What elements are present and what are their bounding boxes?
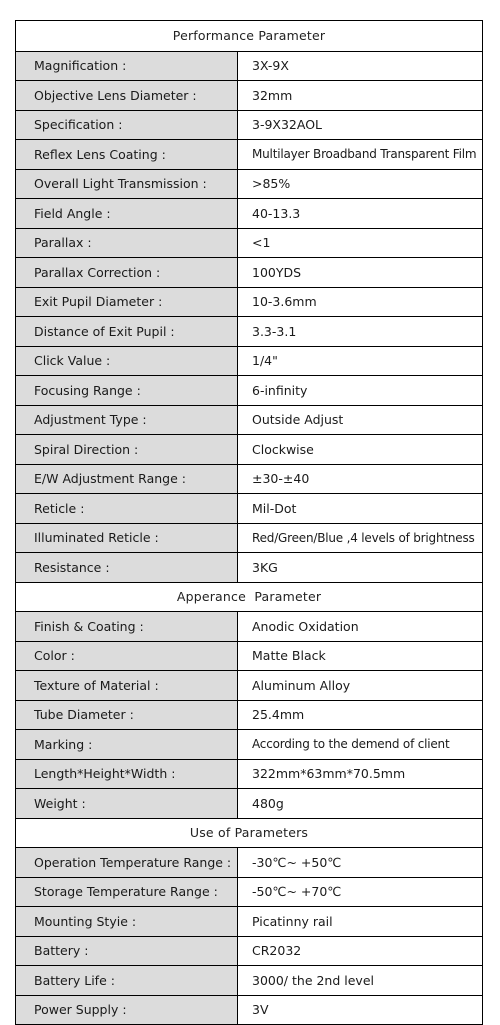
- row-label: Power Supply :: [16, 996, 238, 1025]
- table-row: [16, 110, 482, 140]
- row-label: Weight :: [16, 789, 238, 818]
- row-label: Storage Temperature Range :: [16, 878, 238, 907]
- row-label: Specification :: [16, 111, 238, 140]
- row-label: Length*Height*Width :: [16, 760, 238, 789]
- table-row: [16, 700, 482, 730]
- row-value: Red/Green/Blue ,4 levels of brightness: [238, 524, 482, 553]
- row-label: Adjustment Type :: [16, 406, 238, 435]
- row-value: 3V: [238, 996, 482, 1025]
- section-title: Performance Parameter: [172, 28, 326, 44]
- table-row: [16, 523, 482, 553]
- row-label: Finish & Coating :: [16, 612, 238, 641]
- table-row: [16, 552, 482, 582]
- row-label: Operation Temperature Range :: [16, 848, 238, 877]
- table-row: [16, 169, 482, 199]
- row-value: Mil-Dot: [238, 494, 482, 523]
- row-value: 100YDS: [238, 258, 482, 287]
- row-value: 6-infinity: [238, 376, 482, 405]
- row-label: Mounting Styie :: [16, 907, 238, 936]
- row-label: E/W Adjustment Range :: [16, 465, 238, 494]
- table-row: [16, 788, 482, 818]
- table-row: [16, 287, 482, 317]
- row-value: -50℃~ +70℃: [238, 878, 482, 907]
- row-value: -30℃~ +50℃: [238, 848, 482, 877]
- spec-table: [15, 20, 483, 1025]
- table-row: [16, 405, 482, 435]
- row-label: Parallax :: [16, 229, 238, 258]
- row-label: Focusing Range :: [16, 376, 238, 405]
- row-value: <1: [238, 229, 482, 258]
- table-row: [16, 316, 482, 346]
- row-value: 40-13.3: [238, 199, 482, 228]
- section-header-use: [16, 818, 482, 848]
- table-row: [16, 80, 482, 110]
- table-row: [16, 434, 482, 464]
- section-title: Apperance Parameter: [176, 589, 322, 605]
- table-row: [16, 759, 482, 789]
- row-value: 1/4": [238, 347, 482, 376]
- table-row: [16, 936, 482, 966]
- section-header-performance: [16, 21, 482, 51]
- row-value: 3-9X32AOL: [238, 111, 482, 140]
- row-value: 10-3.6mm: [238, 288, 482, 317]
- row-value: Aluminum Alloy: [238, 671, 482, 700]
- row-value: Matte Black: [238, 642, 482, 671]
- table-row: [16, 847, 482, 877]
- table-row: [16, 375, 482, 405]
- table-row: [16, 906, 482, 936]
- row-value: >85%: [238, 170, 482, 199]
- table-row: [16, 139, 482, 169]
- section-header-appearance: [16, 582, 482, 612]
- row-label: Color :: [16, 642, 238, 671]
- row-value: 480g: [238, 789, 482, 818]
- table-row: [16, 346, 482, 376]
- row-label: Reflex Lens Coating :: [16, 140, 238, 169]
- row-label: Exit Pupil Diameter :: [16, 288, 238, 317]
- row-label: Reticle :: [16, 494, 238, 523]
- row-label: Click Value :: [16, 347, 238, 376]
- row-value: 3.3-3.1: [238, 317, 482, 346]
- section-title: Use of Parameters: [189, 825, 309, 841]
- table-row: [16, 493, 482, 523]
- table-row: [16, 995, 482, 1025]
- row-label: Battery Life :: [16, 966, 238, 995]
- row-value: ±30-±40: [238, 465, 482, 494]
- row-value: 3000/ the 2nd level: [238, 966, 482, 995]
- row-value: 25.4mm: [238, 701, 482, 730]
- table-row: [16, 257, 482, 287]
- table-row: [16, 670, 482, 700]
- row-label: Battery :: [16, 937, 238, 966]
- row-label: Tube Diameter :: [16, 701, 238, 730]
- table-row: [16, 641, 482, 671]
- row-label: Distance of Exit Pupil :: [16, 317, 238, 346]
- table-row: [16, 198, 482, 228]
- row-label: Illuminated Reticle :: [16, 524, 238, 553]
- row-value: 32mm: [238, 81, 482, 110]
- table-row: [16, 228, 482, 258]
- row-label: Marking :: [16, 730, 238, 759]
- row-value: According to the demend of client: [238, 730, 482, 759]
- row-label: Overall Light Transmission :: [16, 170, 238, 199]
- table-row: [16, 464, 482, 494]
- row-label: Magnification :: [16, 52, 238, 81]
- table-row: [16, 51, 482, 81]
- row-value: Anodic Oxidation: [238, 612, 482, 641]
- row-value: 3X-9X: [238, 52, 482, 81]
- row-value: 3KG: [238, 553, 482, 582]
- table-row: [16, 729, 482, 759]
- row-value: Clockwise: [238, 435, 482, 464]
- table-row: [16, 611, 482, 641]
- row-value: Outside Adjust: [238, 406, 482, 435]
- row-value: 322mm*63mm*70.5mm: [238, 760, 482, 789]
- row-label: Field Angle :: [16, 199, 238, 228]
- row-label: Parallax Correction :: [16, 258, 238, 287]
- table-row: [16, 877, 482, 907]
- table-row: [16, 965, 482, 995]
- row-label: Texture of Material :: [16, 671, 238, 700]
- row-label: Resistance :: [16, 553, 238, 582]
- row-label: Spiral Direction :: [16, 435, 238, 464]
- row-value: Picatinny rail: [238, 907, 482, 936]
- row-value: Multilayer Broadband Transparent Film: [238, 140, 482, 169]
- row-label: Objective Lens Diameter :: [16, 81, 238, 110]
- row-value: CR2032: [238, 937, 482, 966]
